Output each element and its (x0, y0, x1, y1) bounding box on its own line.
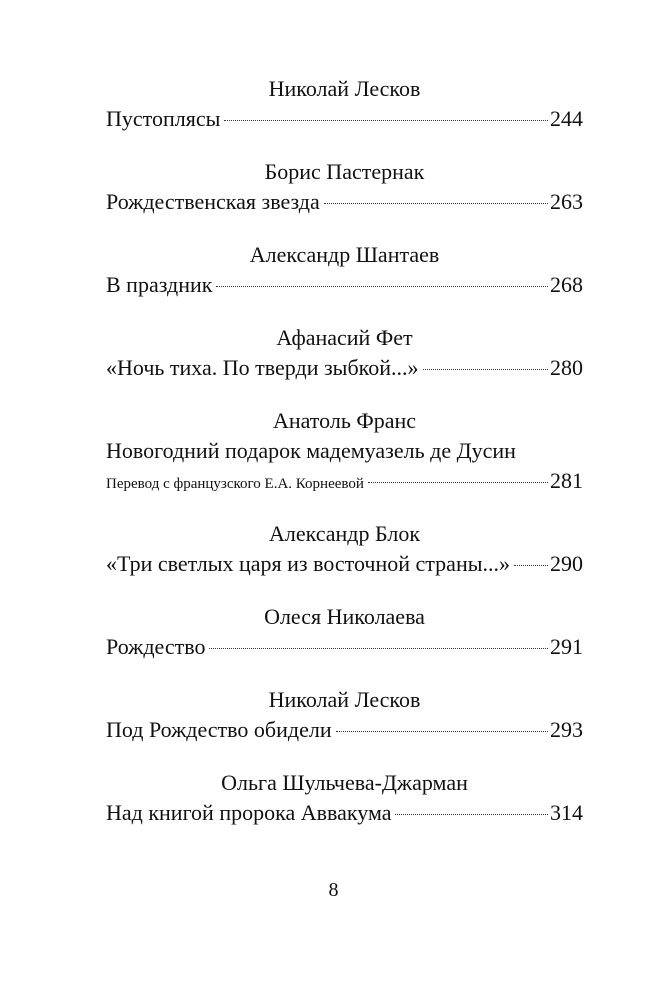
dot-leader (224, 120, 548, 121)
entry-author: Ольга Шульчева-Джарман (221, 770, 468, 795)
entry-page: 293 (550, 717, 583, 742)
entry-page: 291 (550, 634, 583, 659)
dot-leader (423, 369, 549, 370)
entry-title: В праздник (106, 272, 213, 297)
entry-line[interactable] (106, 715, 583, 745)
entry-page: 280 (550, 355, 583, 380)
dot-leader (395, 814, 548, 815)
entry-line[interactable] (106, 353, 583, 383)
dot-leader (336, 731, 548, 732)
toc-entry (106, 685, 583, 745)
entry-title[interactable]: Новогодний подарок мадемуазель де Дусин (106, 438, 516, 463)
entry-title: Пустоплясы (106, 106, 221, 131)
entry-page: 268 (550, 272, 583, 297)
dot-leader (514, 565, 548, 566)
toc-entry (106, 768, 583, 828)
toc-entry (106, 74, 583, 134)
entry-author: Николай Лесков (268, 687, 421, 712)
entry-title: Рождество (106, 634, 206, 659)
entry-line[interactable] (106, 104, 583, 134)
entry-subtitle: Перевод с французского Е.А. Корнеевой (106, 476, 364, 492)
entry-author: Александр Блок (268, 521, 421, 546)
entry-line[interactable] (106, 549, 583, 579)
entry-line[interactable] (106, 466, 583, 496)
entry-page: 314 (550, 800, 583, 825)
toc-entry (106, 240, 583, 300)
toc-entry (106, 406, 583, 496)
entry-line[interactable] (106, 798, 583, 828)
toc-entry (106, 519, 583, 579)
entry-title: Над книгой пророка Аввакума (106, 800, 392, 825)
toc-entry (106, 323, 583, 383)
dot-leader (216, 286, 548, 287)
entry-title: «Ночь тиха. По тверди зыбкой...» (106, 355, 419, 380)
toc-entry (106, 157, 583, 217)
entry-line[interactable] (106, 632, 583, 662)
page-number: 8 (328, 879, 339, 901)
entry-author: Анатоль Франс (272, 408, 417, 433)
entry-title: Под Рождество обидели (106, 717, 332, 742)
entry-line[interactable] (106, 270, 583, 300)
entry-page: 290 (550, 551, 583, 576)
entry-author: Николай Лесков (268, 76, 421, 101)
entry-title: «Три светлых царя из восточной страны...» (106, 551, 510, 576)
entry-author: Афанасий Фет (276, 325, 413, 350)
entry-page: 281 (550, 468, 583, 493)
entry-author: Александр Шантаев (249, 242, 440, 267)
dot-leader (368, 482, 548, 483)
entry-title: Рождественская звезда (106, 189, 320, 214)
entry-author: Олеся Николаева (264, 604, 425, 629)
dot-leader (209, 648, 548, 649)
entry-page: 263 (550, 189, 583, 214)
entry-line[interactable] (106, 187, 583, 217)
entry-page: 244 (550, 106, 583, 131)
entry-author: Борис Пастернак (264, 159, 425, 184)
table-of-contents (106, 74, 583, 828)
dot-leader (324, 203, 548, 204)
toc-entry (106, 602, 583, 662)
